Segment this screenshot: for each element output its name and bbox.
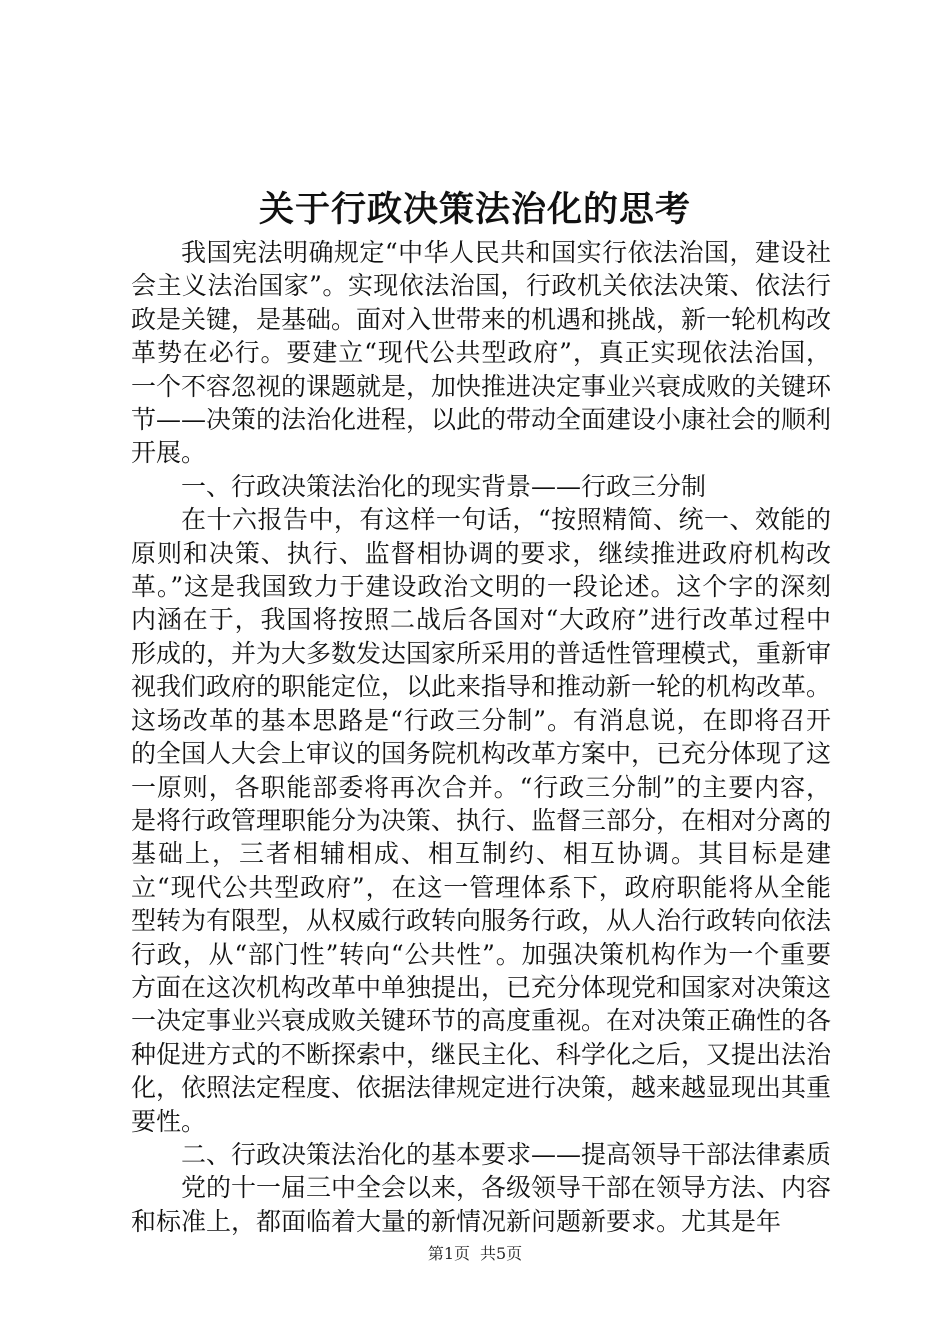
- section-heading-2: 二、行政决策法治化的基本要求——提高领导干部法律素质: [181, 1139, 832, 1169]
- section-2-paragraph: 党的十一届三中全会以来，各级领导干部在领导方法、内容和标准上，都面临着大量的新情况新问题新要求。尤其是年: [131, 1173, 832, 1236]
- page-total: 共5页: [480, 1244, 523, 1263]
- intro-paragraph: 我国宪法明确规定“中华人民共和国实行依法治国，建设社会主义法治国家”。实现依法治国，行政机关依法决策、依法行政是关键，是基础。面对入世带来的机遇和挑战，新一轮机构改革势在必行。要建立“现代公共型政府”，真正实现依法治国，一个不容忽视的课题就是，加快推进决定事业兴衰成败的关键环节——决策的法治化进程，以此的带动全面建设小康社会的顺利开展。: [131, 238, 832, 468]
- document-title: 关于行政决策法治化的思考: [258, 189, 691, 230]
- page-footer: [0, 1243, 950, 1265]
- page-number: 第1页: [427, 1244, 470, 1263]
- document-body: [131, 236, 831, 1238]
- section-1-paragraph: 在十六报告中，有这样一句话，“按照精简、统一、效能的原则和决策、执行、监督相协调的要求，继续推进政府机构改革。”这是我国致力于建设政治文明的一段论述。这个字的深刻内涵在于，我国将按照二战后各国对“大政府”进行改革过程中形成的，并为大多数发达国家所采用的普适性管理模式，重新审视我们政府的职能定位，以此来指导和推动新一轮的机构改革。这场改革的基本思路是“行政三分制”。有消息说，在即将召开的全国人大会上审议的国务院机构改革方案中，已充分体现了这一原则，各职能部委将再次合并。“行政三分制”的主要内容，是将行政管理职能分为决策、执行、监督三部分，在相对分离的基础上，三者相辅相成、相互制约、相互协调。其目标是建立“现代公共型政府”，在这一管理体系下，政府职能将从全能型转为有限型，从权威行政转向服务行政，从人治行政转向依法行政，从“部门性”转向“公共性”。加强决策机构作为一个重要方面在这次机构改革中单独提出，已充分体现党和国家对决策这一决定事业兴衰成败关键环节的高度重视。在对决策正确性的各种促进方式的不断探索中，继民主化、科学化之后，又提出法治化，依照法定程度、依据法律规定进行决策，越来越显现出其重要性。: [131, 505, 832, 1136]
- section-heading-1: 一、行政决策法治化的现实背景——行政三分制: [181, 471, 707, 501]
